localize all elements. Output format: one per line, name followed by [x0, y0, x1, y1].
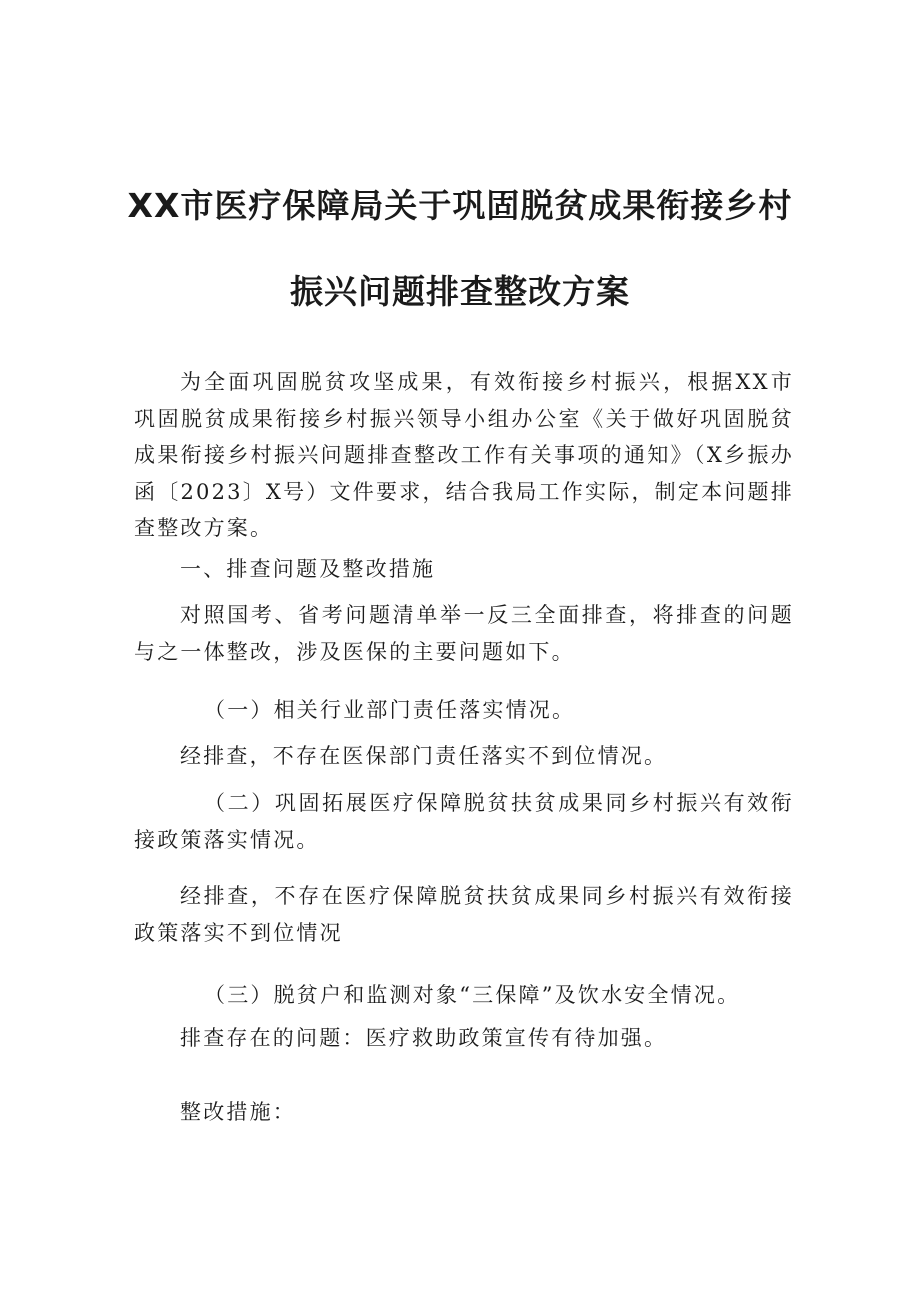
subsection-content-2: 经排查，不存在医疗保障脱贫扶贫成果同乡村振兴有效衔接政策落实不到位情况 — [134, 884, 794, 945]
document-title-line-2: 振兴问题排查整改方案 — [290, 272, 630, 311]
subsection-content-1: 经排查，不存在医保部门责任落实不到位情况。 — [180, 744, 668, 768]
section-heading-1: 一、排查问题及整改措施 — [180, 557, 436, 581]
subsection-heading-1: （一）相关行业部门责任落实情况。 — [204, 698, 576, 722]
subsection-heading-3: （三）脱贫户和监测对象“三保障”及饮水安全情况。 — [204, 983, 741, 1007]
intro-paragraph: 为全面巩固脱贫攻坚成果，有效衔接乡村振兴，根据XX市巩固脱贫成果衔接乡村振兴领导小组办公室《关于做好巩固脱贫成果衔接乡村振兴问题排查整改工作有关事项的通知》（X乡振办函〔2023〕X号）文件要求，结合我局工作实际，制定本问题排查整改方案。 — [134, 370, 794, 540]
subsection-heading-2: （二）巩固拓展医疗保障脱贫扶贫成果同乡村振兴有效衔接政策落实情况。 — [134, 791, 794, 852]
subsection-content-3: 排查存在的问题：医疗救助政策宣传有待加强。 — [180, 1026, 668, 1050]
section-1-intro: 对照国考、省考问题清单举一反三全面排查，将排查的问题与之一体整改，涉及医保的主要问题如下。 — [134, 603, 794, 664]
document-title-line-1: XX市医疗保障局关于巩固脱贫成果衔接乡村 — [127, 186, 793, 225]
rectification-label: 整改措施： — [180, 1100, 296, 1124]
